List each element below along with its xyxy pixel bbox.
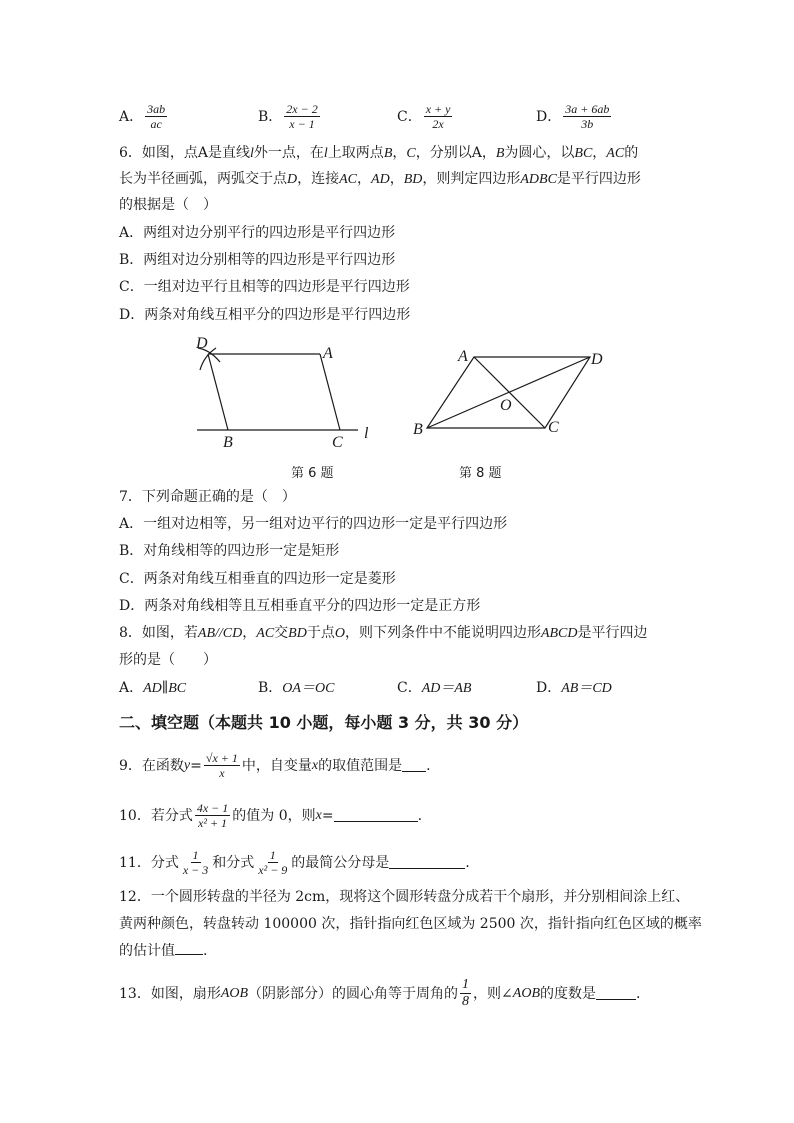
text: 的值为 0，则 xyxy=(232,807,316,824)
q7-option-c: C．两条对角线互相垂直的四边形一定是菱形 xyxy=(119,571,396,587)
text: 的最简公分母是 xyxy=(291,854,390,871)
segment-ac xyxy=(320,354,340,430)
math-var: x xyxy=(315,807,322,823)
text: . xyxy=(465,854,470,871)
q8-option-a xyxy=(119,678,186,699)
text: = xyxy=(321,807,334,824)
math-var: y xyxy=(183,757,191,773)
text: 的 xyxy=(624,145,639,161)
math-var: AOB xyxy=(220,985,249,1001)
option-label: B． xyxy=(258,680,283,696)
math-var: O xyxy=(334,626,345,641)
option-label: B． xyxy=(258,108,283,125)
q6-option-c: C．一组对边平行且相等的四边形是平行四边形 xyxy=(119,279,410,295)
q6-stem-line3: 的根据是（ ） xyxy=(119,197,217,213)
math-var: D xyxy=(287,172,298,187)
text: ，则判定四边形 xyxy=(422,171,521,187)
denominator: x² + 1 xyxy=(198,816,228,830)
math-var: AOB xyxy=(512,985,540,1001)
q6-stem-line2 xyxy=(119,169,641,190)
q10 xyxy=(119,801,422,830)
math-var: BD xyxy=(288,626,307,641)
numerator: 1 xyxy=(269,848,276,862)
label-o: O xyxy=(500,397,512,414)
option-label: A． xyxy=(119,680,144,696)
text: ，连接 xyxy=(297,171,340,187)
text: 11．分式 xyxy=(119,854,179,871)
denominator: ac xyxy=(150,117,162,131)
text: 于点 xyxy=(306,625,335,641)
text: = xyxy=(190,757,202,774)
q7-option-a: A．一组对边相等，另一组对边平行的四边形一定是平行四边形 xyxy=(119,516,508,532)
math-var: B xyxy=(495,146,505,161)
denominator: x xyxy=(219,766,225,780)
math-var: x xyxy=(311,757,319,773)
math-var: BD xyxy=(403,172,423,187)
denominator: 3b xyxy=(581,117,594,131)
option-label: C． xyxy=(397,108,422,125)
denominator: 2x xyxy=(432,117,444,131)
text: 交 xyxy=(274,625,289,641)
q8-stem-line2: 形的是（ ） xyxy=(119,652,217,668)
label-a: A xyxy=(458,348,468,365)
figure-8-caption: 第 8 题 xyxy=(459,466,502,481)
text: ， xyxy=(357,171,372,187)
q8-option-b xyxy=(258,678,334,699)
text: 为圆心，以 xyxy=(504,145,575,161)
text: 9．在函数 xyxy=(119,757,184,774)
math-var: l xyxy=(323,146,328,161)
numerator: √x + 1 xyxy=(205,751,238,765)
numerator: 3a + 6ab xyxy=(565,102,610,116)
q8-option-d xyxy=(536,678,612,699)
math-var: AC xyxy=(606,146,625,161)
text: ， xyxy=(592,145,607,161)
q9 xyxy=(119,751,431,780)
math-var: ABCD xyxy=(540,626,578,641)
label-c: C xyxy=(548,419,559,436)
q12-line2: 黄两种颜色，转盘转动 100000 次，指针指向红色区域为 2500 次，指针指向红色区域的概率 xyxy=(119,916,702,932)
q5-option-b xyxy=(258,102,322,131)
option-text: AD∥BC xyxy=(143,681,187,696)
text: 的取值范围是 xyxy=(318,757,403,774)
numerator: 2x − 2 xyxy=(286,102,318,116)
text: 外一点，在 xyxy=(253,145,324,161)
q8-option-c xyxy=(397,678,471,699)
text: 是平行四边形 xyxy=(556,171,641,187)
option-label: A． xyxy=(119,108,144,125)
q7-option-b: B．对角线相等的四边形一定是矩形 xyxy=(119,543,340,559)
option-text: AD＝AB xyxy=(421,681,472,696)
q8-stem-line1 xyxy=(119,623,648,644)
numerator: 1 xyxy=(462,977,470,992)
text: 13．如图，扇形 xyxy=(119,985,221,1002)
math-var: BC xyxy=(574,146,593,161)
text: 8．如图，若 xyxy=(119,625,198,641)
text: ，则下列条件中不能说明四边形 xyxy=(344,625,541,641)
text: （阴影部分）的圆心角等于周角的 xyxy=(248,985,459,1002)
figure-6-diagram xyxy=(190,330,380,455)
q13 xyxy=(119,977,640,1010)
denominator: x − 3 xyxy=(182,863,209,877)
numerator: 3ab xyxy=(147,102,166,116)
segment-db xyxy=(208,354,228,430)
text: 的度数是 xyxy=(540,985,596,1002)
answer-blank[interactable] xyxy=(596,987,636,1000)
figure-8-diagram xyxy=(410,342,610,437)
numerator: 1 xyxy=(192,848,199,862)
option-label: D． xyxy=(536,680,562,696)
answer-blank[interactable] xyxy=(389,856,465,869)
text: 6．如图，点A是直线 xyxy=(119,145,251,161)
denominator: x − 1 xyxy=(289,117,315,131)
math-var: B xyxy=(383,146,393,161)
q5-option-c xyxy=(397,102,454,131)
text: 的估计值 xyxy=(119,943,175,959)
text: 上取两点 xyxy=(327,145,384,161)
option-text: AB＝CD xyxy=(561,681,612,696)
denominator: 8 xyxy=(462,994,470,1009)
denominator: x² − 9 xyxy=(258,863,288,877)
q6-option-d: D．两条对角线互相平分的四边形是平行四边形 xyxy=(119,307,411,323)
math-var: C xyxy=(406,146,416,161)
text: ， xyxy=(389,171,404,187)
text: 10．若分式 xyxy=(119,807,193,824)
q12-line3 xyxy=(119,941,207,961)
figure-6-caption: 第 6 题 xyxy=(291,466,334,481)
answer-blank[interactable] xyxy=(334,809,418,822)
numerator: x + y xyxy=(425,102,451,116)
q6-option-a: A．两组对边分别平行的四边形是平行四边形 xyxy=(119,225,396,241)
q6-stem-line1 xyxy=(119,143,638,164)
diagonal-bd xyxy=(427,357,590,428)
text: . xyxy=(636,985,641,1002)
math-var: AD xyxy=(371,172,390,187)
numerator: 4x − 1 xyxy=(196,801,229,815)
answer-blank[interactable] xyxy=(402,759,426,772)
option-label: C． xyxy=(397,680,422,696)
text: 长为半径画弧，两弧交于点 xyxy=(119,171,287,187)
text: ，分别以A， xyxy=(415,145,496,161)
q12-line1: 12．一个圆形转盘的半径为 2cm，现将这个圆形转盘分成若干个扇形，并分别相间涂上红、 xyxy=(119,889,690,905)
option-label: D． xyxy=(536,108,562,125)
math-var: AC xyxy=(256,626,275,641)
label-l: l xyxy=(364,425,369,442)
q11 xyxy=(119,848,470,877)
section-heading: 二、填空题（本题共 10 小题，每小题 3 分，共 30 分） xyxy=(119,713,529,732)
text: ， xyxy=(242,625,257,641)
text: ，则∠ xyxy=(473,985,513,1002)
label-c: C xyxy=(332,434,343,451)
text: . xyxy=(426,757,431,774)
q5-option-a xyxy=(119,102,169,131)
math-var: ADBC xyxy=(520,172,557,187)
text: 中，自变量 xyxy=(241,757,312,774)
label-d: D xyxy=(196,335,208,352)
label-b: B xyxy=(223,434,233,451)
option-text: OA＝OC xyxy=(282,681,335,696)
math-var: AB//CD xyxy=(197,626,243,641)
q5-option-d xyxy=(536,102,613,131)
math-var: l xyxy=(250,146,254,161)
q7-option-d: D．两条对角线相等且互相垂直平分的四边形一定是正方形 xyxy=(119,598,481,614)
text: 和分式 xyxy=(212,854,255,871)
label-a: A xyxy=(323,345,333,362)
text: . xyxy=(203,943,208,959)
label-d: D xyxy=(591,351,603,368)
answer-blank[interactable] xyxy=(175,942,203,955)
math-var: AC xyxy=(339,172,358,187)
text: . xyxy=(417,807,423,824)
label-b: B xyxy=(413,421,423,437)
text: 是平行四边 xyxy=(577,625,648,641)
q7-stem: 7．下列命题正确的是（ ） xyxy=(119,489,296,505)
q6-option-b: B．两组对边分别相等的四边形是平行四边形 xyxy=(119,252,396,268)
text: ， xyxy=(392,145,407,161)
